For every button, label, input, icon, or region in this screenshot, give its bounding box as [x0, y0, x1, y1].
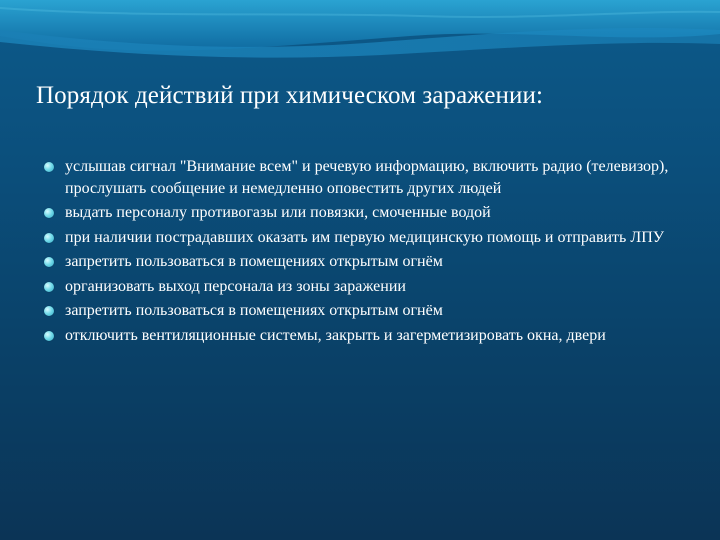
- slide-title: Порядок действий при химическом заражении:: [36, 82, 544, 109]
- bullet-dot-icon: [44, 257, 54, 267]
- bullet-dot-icon: [44, 233, 54, 243]
- wave-graphic: [0, 0, 720, 70]
- bullet-item: [44, 251, 694, 273]
- bullet-text: запретить пользоваться в помещениях открытым огнём: [65, 253, 443, 270]
- bullet-dot-icon: [44, 282, 54, 292]
- bullet-dot-icon: [44, 306, 54, 316]
- bullet-dot-icon: [44, 208, 54, 218]
- bullet-text: отключить вентиляционные системы, закрыть и загерметизировать окна, двери: [65, 326, 606, 344]
- bullet-item: [44, 300, 694, 322]
- bullet-text: выдать персоналу противогазы или повязки, смоченные водой: [65, 204, 491, 221]
- bullet-item: [44, 325, 694, 347]
- bullet-item: [44, 156, 694, 199]
- bullet-dot-icon: [44, 331, 54, 341]
- bullet-item: [44, 227, 694, 249]
- bullet-item: [44, 276, 694, 298]
- bullet-text: при наличии пострадавших оказать им первую медицинскую помощь и отправить ЛПУ: [65, 228, 665, 246]
- bullet-text: организовать выход персонала из зоны заражении: [65, 277, 406, 295]
- bullet-text: услышав сигнал "Внимание всем" и речевую информацию, включить радио (телевизор), прослушать сообщение и немедленно оповестить других людей: [65, 158, 669, 197]
- bullet-list: [44, 156, 694, 349]
- bullet-text: запретить пользоваться в помещениях открытым огнём: [65, 302, 443, 319]
- header-wave-decoration: [0, 0, 720, 70]
- bullet-item: [44, 202, 694, 224]
- bullet-dot-icon: [44, 162, 54, 172]
